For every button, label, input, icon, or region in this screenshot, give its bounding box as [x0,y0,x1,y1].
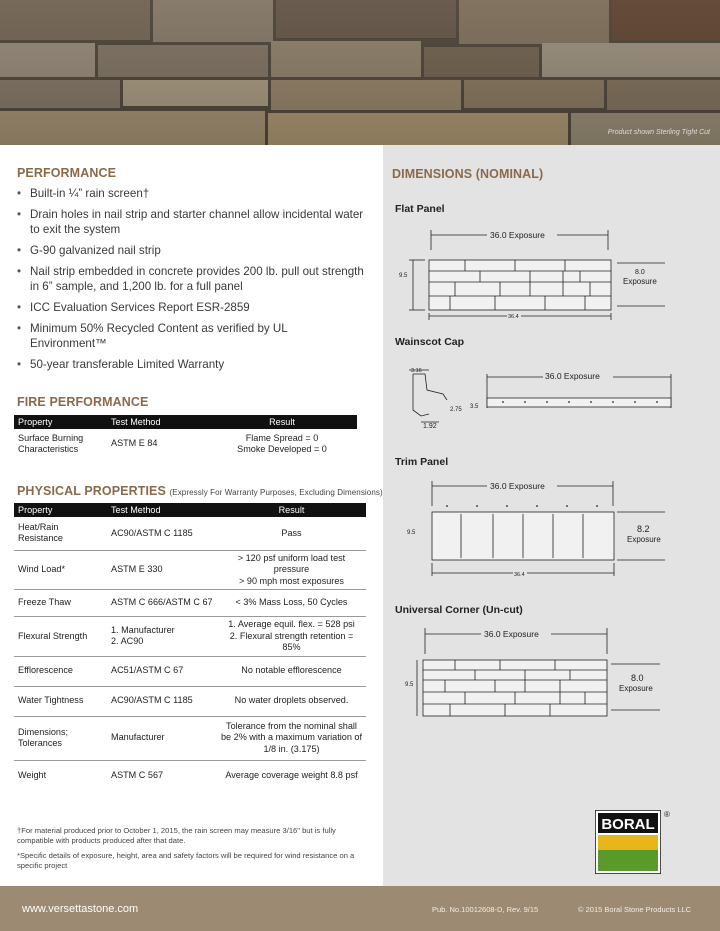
universal-corner-exposure-height: 8.0 [631,673,644,683]
performance-item: • Built-in ¼” rain screen† [17,186,367,202]
table-header-row [14,503,366,517]
header-test-method: Test Method [107,415,207,429]
flat-panel-exposure-word: Exposure [623,277,657,286]
performance-item: • Minimum 50% Recycled Content as verified by UL Environment™ [17,321,367,352]
physical-properties-subtitle: (Expressly For Warranty Purposes, Excluding Dimensions) [169,488,383,497]
universal-corner-exposure-width: 36.0 Exposure [484,629,539,639]
performance-item: • 50-year transferable Limited Warranty [17,357,367,373]
physical-properties-heading: PHYSICAL PROPERTIES [17,484,166,498]
hero-caption: Product shown Sterling Tight Cut [607,129,710,136]
dimensions-title: DIMENSIONS (NOMINAL) [392,167,544,181]
header-result: Result [217,503,366,517]
result-line: Flame Spread = 0 [245,432,319,443]
footer-publication-number: Pub. No.10012608-D, Rev. 9/15 [432,905,539,914]
table-row [14,760,366,790]
cell-property: Efflorescence [14,656,107,686]
universal-corner-label: Universal Corner (Un-cut) [395,604,523,616]
cell-result: Average coverage weight 8.8 psf [225,769,358,780]
wainscot-cap-side: 3.5 [470,404,479,410]
performance-list [17,186,367,378]
performance-title: PERFORMANCE [17,166,117,180]
flat-panel-diagram [395,220,715,320]
stone-texture [0,0,720,145]
footnote-rain-screen: †For material produced prior to October 1, 2015, the rain screen may measure 3/16" but is fully compatible with products produced after that date. [17,826,336,845]
fire-performance-table [14,415,357,459]
table-row [14,550,366,590]
cell-property: Wind Load* [14,550,107,590]
cell-result: Pass [217,517,366,550]
performance-item: • Nail strip embedded in concrete provides 200 lb. pull out strength in 6” sample, and 1,200 lb. for a full panel [17,264,367,295]
cell-test-method: AC90/ASTM C 1185 [107,686,217,716]
trim-panel-overall: 36.4 [514,572,525,578]
trim-panel-height: 9.5 [407,530,416,536]
header-test-method: Test Method [107,503,217,517]
cell-test-method: ASTM C 567 [111,769,164,780]
footer-website-link[interactable]: www.versettastone.com [22,903,139,915]
universal-corner-height: 9.5 [405,682,414,688]
universal-corner-diagram [395,624,715,724]
cell-result: > 120 psf uniform load test pressure > 90 mph most exposures [217,550,366,590]
hero-stone-image [0,0,720,145]
wainscot-cap-top: 3.16 [411,368,422,374]
cell-test-method: ASTM C 666/ASTM C 67 [107,590,217,617]
wainscot-cap-mid: 2.75 [450,407,462,413]
flat-panel-exposure-height: 8.0 [635,269,645,276]
footnotes [17,826,367,876]
table-row [14,429,357,459]
table-row [14,716,366,760]
boral-trademark: ® [664,810,670,819]
cell-result [207,429,357,459]
trim-panel-exposure-width: 36.0 Exposure [490,481,545,491]
fire-performance-title: FIRE PERFORMANCE [17,395,149,409]
trim-panel-label: Trim Panel [395,456,449,468]
wainscot-cap-diagram [395,360,715,435]
trim-panel-exposure-word: Exposure [627,535,661,544]
boral-logo-text: BORAL [601,816,655,833]
physical-properties-table [14,503,366,790]
cell-property: Flexural Strength [14,617,107,657]
cell-property: Heat/Rain Resistance [14,517,107,550]
cell-property: Weight [18,769,47,780]
cell-property: Dimensions; Tolerances [14,716,107,760]
flat-panel-exposure-width: 36.0 Exposure [490,230,545,240]
universal-corner-exposure-word: Exposure [619,684,653,693]
cell-result: < 3% Mass Loss, 50 Cycles [217,590,366,617]
cell-result: No notable efflorescence [217,656,366,686]
trim-panel-exposure-height: 8.2 [637,524,650,534]
boral-logo [595,810,661,874]
flat-panel-label: Flat Panel [395,203,445,215]
header-property: Property [14,503,107,517]
performance-item: • Drain holes in nail strip and starter channel allow incidental water to exit the system [17,207,367,238]
footnote-wind-load: *Specific details of exposure, height, area and safety factors will be required for wind resistance on a specific project [17,851,355,870]
cell-test-method: AC51/ASTM C 67 [107,656,217,686]
cell-result: Tolerance from the nominal shall be 2% with a maximum variation of 1/8 in. (3.175) [217,716,366,760]
performance-item: • G-90 galvanized nail strip [17,243,367,259]
flat-panel-height: 9.5 [399,273,408,279]
wainscot-cap-exposure-width: 36.0 Exposure [545,371,600,381]
cell-test-method: Manufacturer [107,716,217,760]
header-property: Property [14,415,107,429]
cell-result: 1. Average equil. flex. = 528 psi 2. Flexural strength retention = 85% [217,617,366,657]
table-header-row [14,415,357,429]
physical-properties-title [17,484,383,498]
cell-property: Water Tightness [14,686,107,716]
flat-panel-overall: 36.4 [508,314,519,320]
cell-result: No water droplets observed. [217,686,366,716]
table-row [14,590,366,617]
wainscot-cap-bottom: 1.92 [423,423,437,430]
cell-test-method: ASTM E 84 [111,438,158,449]
table-row [14,617,366,657]
table-row [14,517,366,550]
result-line: Smoke Developed = 0 [237,444,327,454]
footer [0,886,720,931]
cell-test-method: ASTM E 330 [107,550,217,590]
cell-test-method: AC90/ASTM C 1185 [107,517,217,550]
table-row [14,686,366,716]
table-row [14,656,366,686]
cell-property: Surface Burning Characteristics [18,432,84,454]
trim-panel-diagram [395,476,715,581]
header-result: Result [207,415,357,429]
cell-test-method: 1. Manufacturer 2. AC90 [107,617,217,657]
performance-item: • ICC Evaluation Services Report ESR-2859 [17,300,367,316]
cell-property: Freeze Thaw [14,590,107,617]
footer-copyright: © 2015 Boral Stone Products LLC [578,905,692,914]
wainscot-cap-label: Wainscot Cap [395,336,465,348]
